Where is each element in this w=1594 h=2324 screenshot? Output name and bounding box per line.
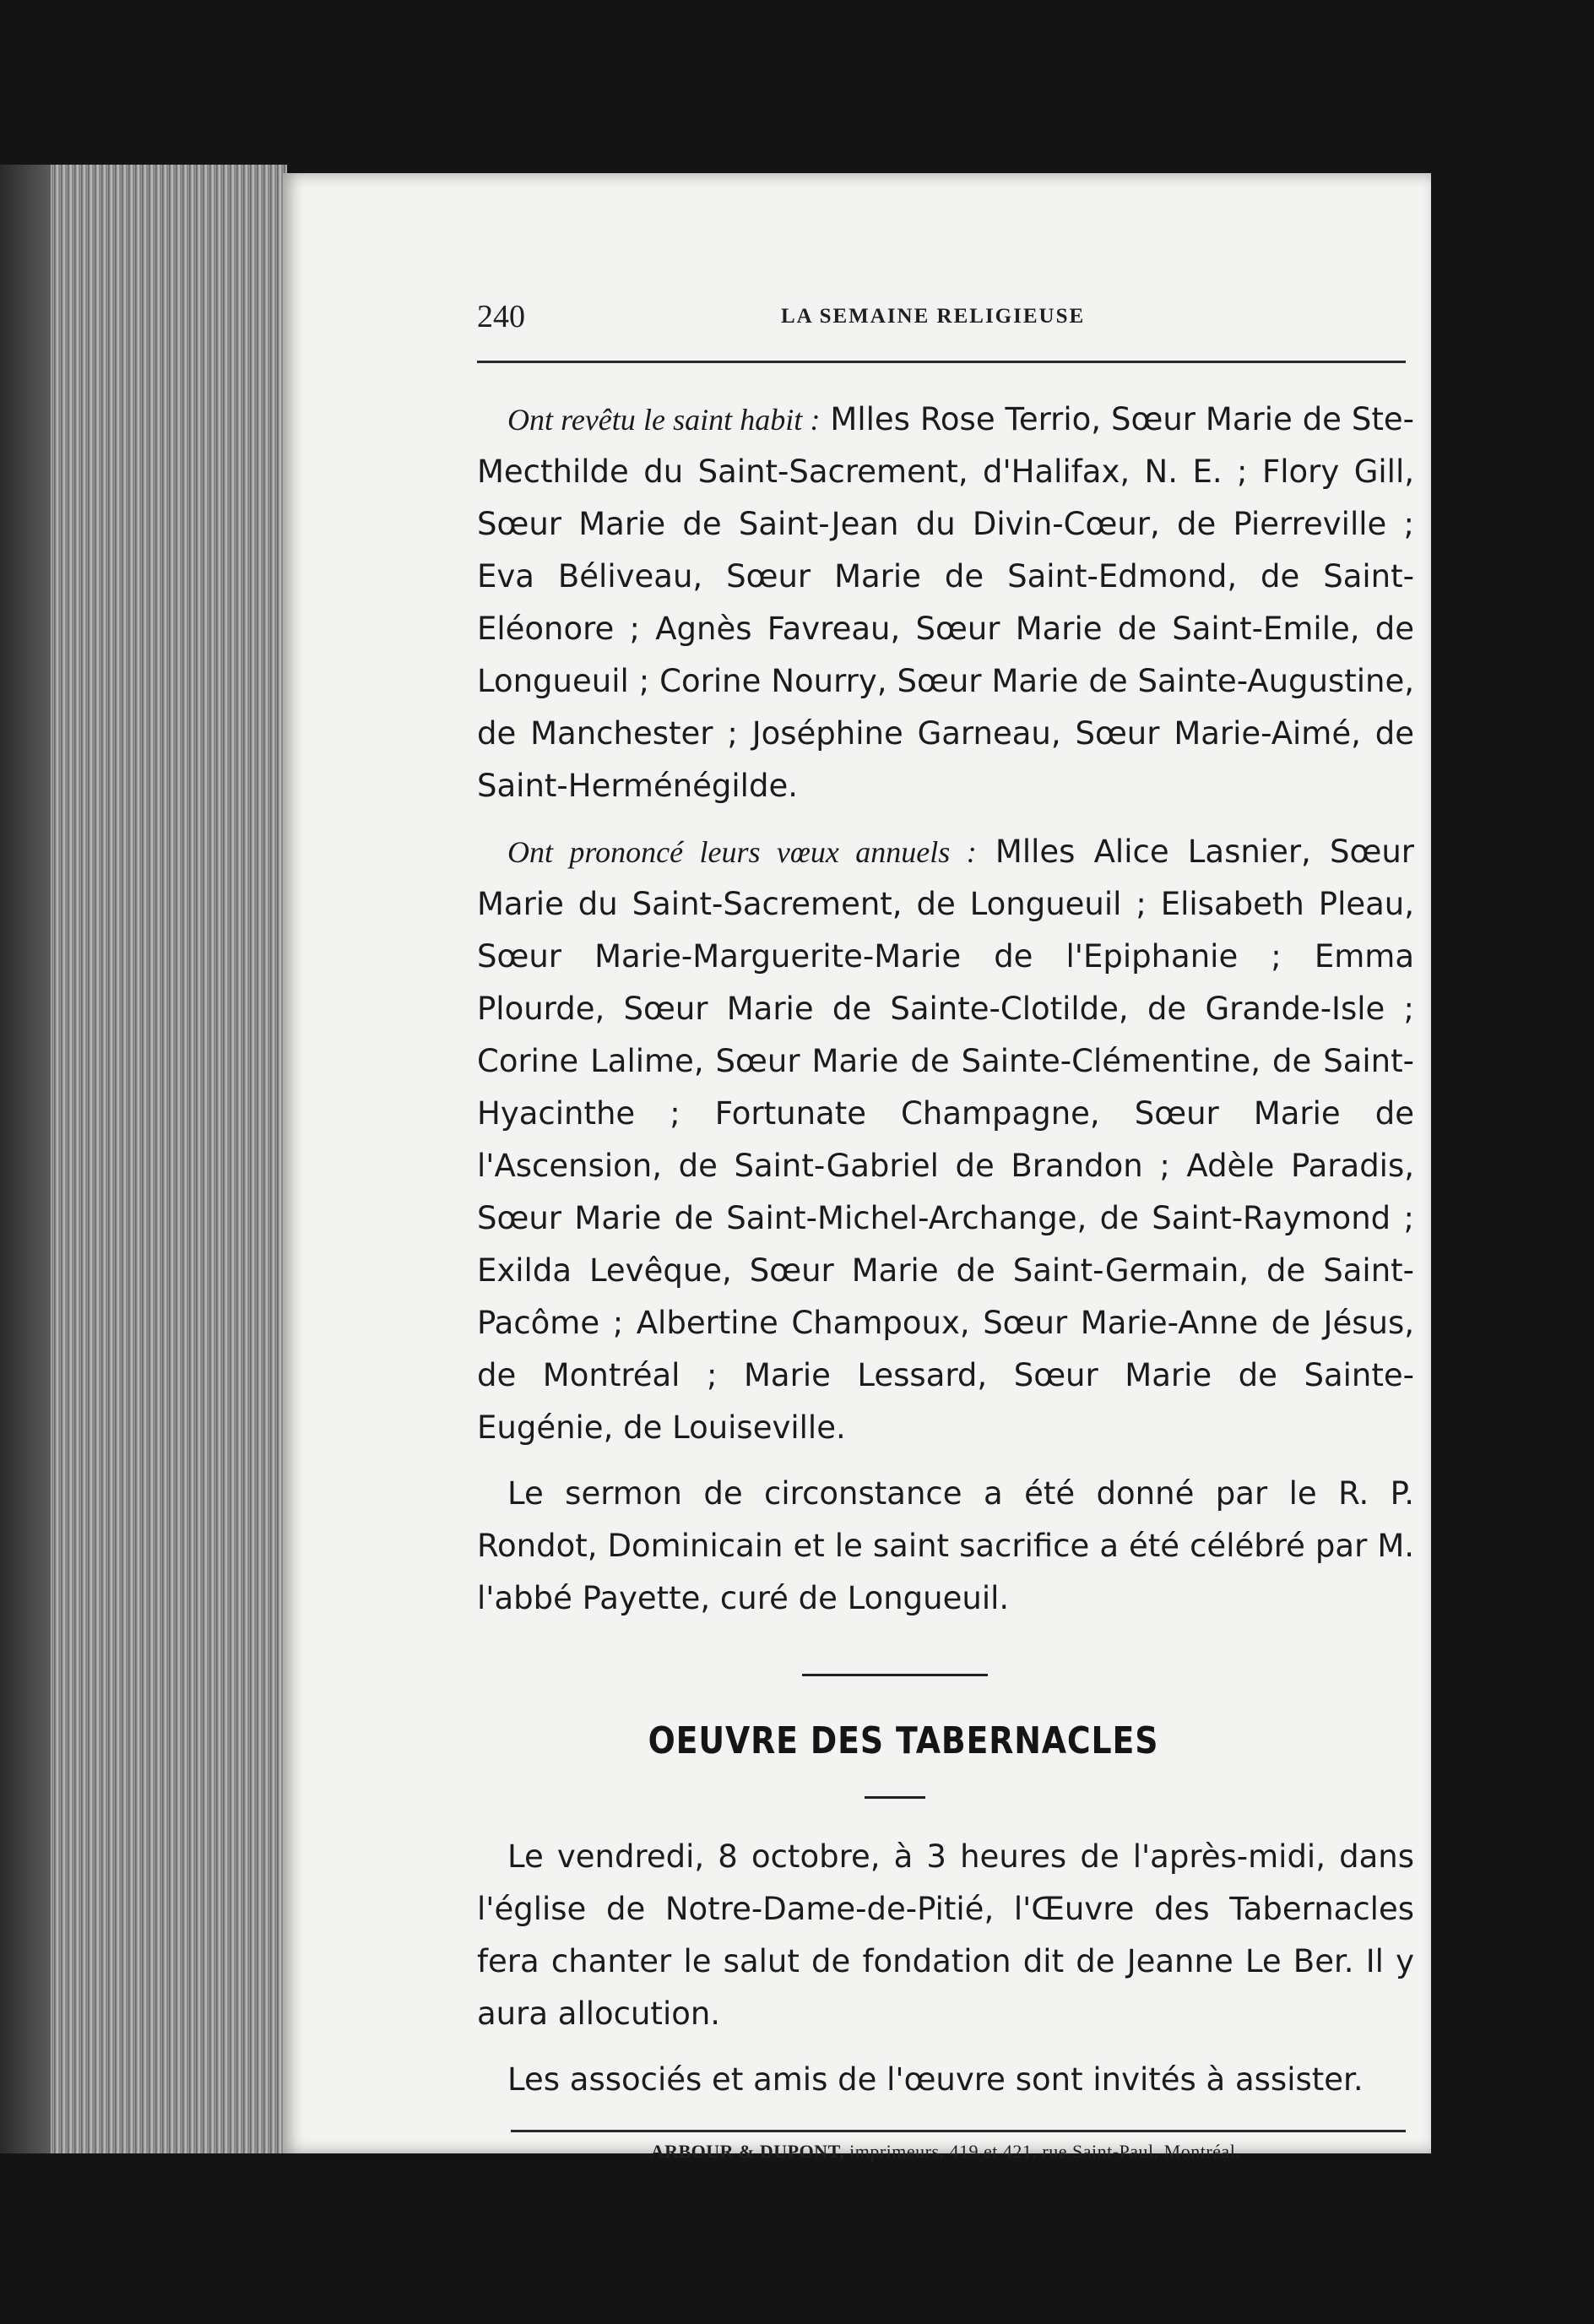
paragraph-lead: Ont prononcé leurs vœux annuels : bbox=[507, 835, 977, 869]
page-content bbox=[477, 298, 1414, 2163]
paragraph-saint-habit bbox=[477, 394, 1414, 812]
book-page bbox=[283, 173, 1431, 2162]
footer-rule bbox=[511, 2130, 1406, 2132]
section-title: OEUVRE DES TABERNACLES bbox=[648, 1719, 1159, 1762]
running-head bbox=[477, 298, 1414, 349]
paragraph-voeux-annuels bbox=[477, 826, 1414, 1454]
paragraph-invitation: Les associés et amis de l'œuvre sont invités à assister. bbox=[507, 2061, 1364, 2098]
printer-imprint bbox=[477, 2141, 1414, 2163]
paragraph-text: Mlles Alice Lasnier, Sœur Marie du Saint-Sacrement, de Longueuil ; Elisabeth Pleau, Sœur Marie-Marguerite-Marie de l'Epiphanie ; Emma Plourde, Sœur Marie de Sainte-Clotilde, de Grande-Isle ; Corine Lalime, Sœur Marie de Sainte-Clémentine, de Saint-Hyacinthe ; Fortunate Champagne, Sœur Marie de l'Ascension, de Saint-Gabriel de Brandon ; Adèle Paradis, Sœur Marie de Saint-Michel-Archange, de Saint-Raymond ; Exilda Levêque, Sœur Marie de Saint-Germain, de Saint-Pacôme ; Albertine Champoux, Sœur Marie-Anne de Jésus, de Montréal ; Marie Lessard, Sœur Marie de Sainte-Eugénie, de Louiseville. bbox=[477, 833, 1415, 1446]
book-spine-shadow bbox=[0, 165, 51, 2153]
printer-name: ARBOUR & DUPONT, bbox=[650, 2141, 845, 2162]
paragraph-sermon bbox=[477, 1468, 1414, 1625]
section-title-rule bbox=[865, 1796, 925, 1799]
section-divider bbox=[802, 1674, 988, 1676]
paragraph-lead: Ont revêtu le saint habit : bbox=[507, 403, 821, 437]
article-body bbox=[477, 394, 1414, 2106]
printer-address: imprimeurs, 419 et 421, rue Saint-Paul, Montréal. bbox=[844, 2141, 1241, 2162]
page-number: 240 bbox=[477, 299, 525, 334]
header-rule bbox=[477, 361, 1406, 363]
journal-title: LA SEMAINE RELIGIEUSE bbox=[781, 305, 1086, 328]
paragraph-tabernacles: Le vendredi, 8 octobre, à 3 heures de l'après-midi, dans l'église de Notre-Dame-de-Pitié, l'Œuvre des Tabernacles fera chanter le salut de fondation dit de Jeanne Le Ber. Il y aura allocution. bbox=[477, 1838, 1414, 2032]
paragraph-text: Le sermon de circonstance a été donné par le R. P. Rondot, Dominicain et le saint sacrifice a été célébré par M. l'abbé Payette, curé de Longueuil. bbox=[477, 1475, 1414, 1616]
paragraph-text: Mlles Rose Terrio, Sœur Marie de Ste-Mecthilde du Saint-Sacrement, d'Halifax, N. E. ; Flory Gill, Sœur Marie de Saint-Jean du Divin-Cœur, de Pierreville ; Eva Béliveau, Sœur Marie de Saint-Edmond, de Saint-Eléonore ; Agnès Favreau, Sœur Marie de Saint-Emile, de Longueuil ; Corine Nourry, Sœur Marie de Sainte-Augustine, de Manchester ; Joséphine Garneau, Sœur Marie-Aimé, de Saint-Herménégilde. bbox=[477, 401, 1414, 804]
